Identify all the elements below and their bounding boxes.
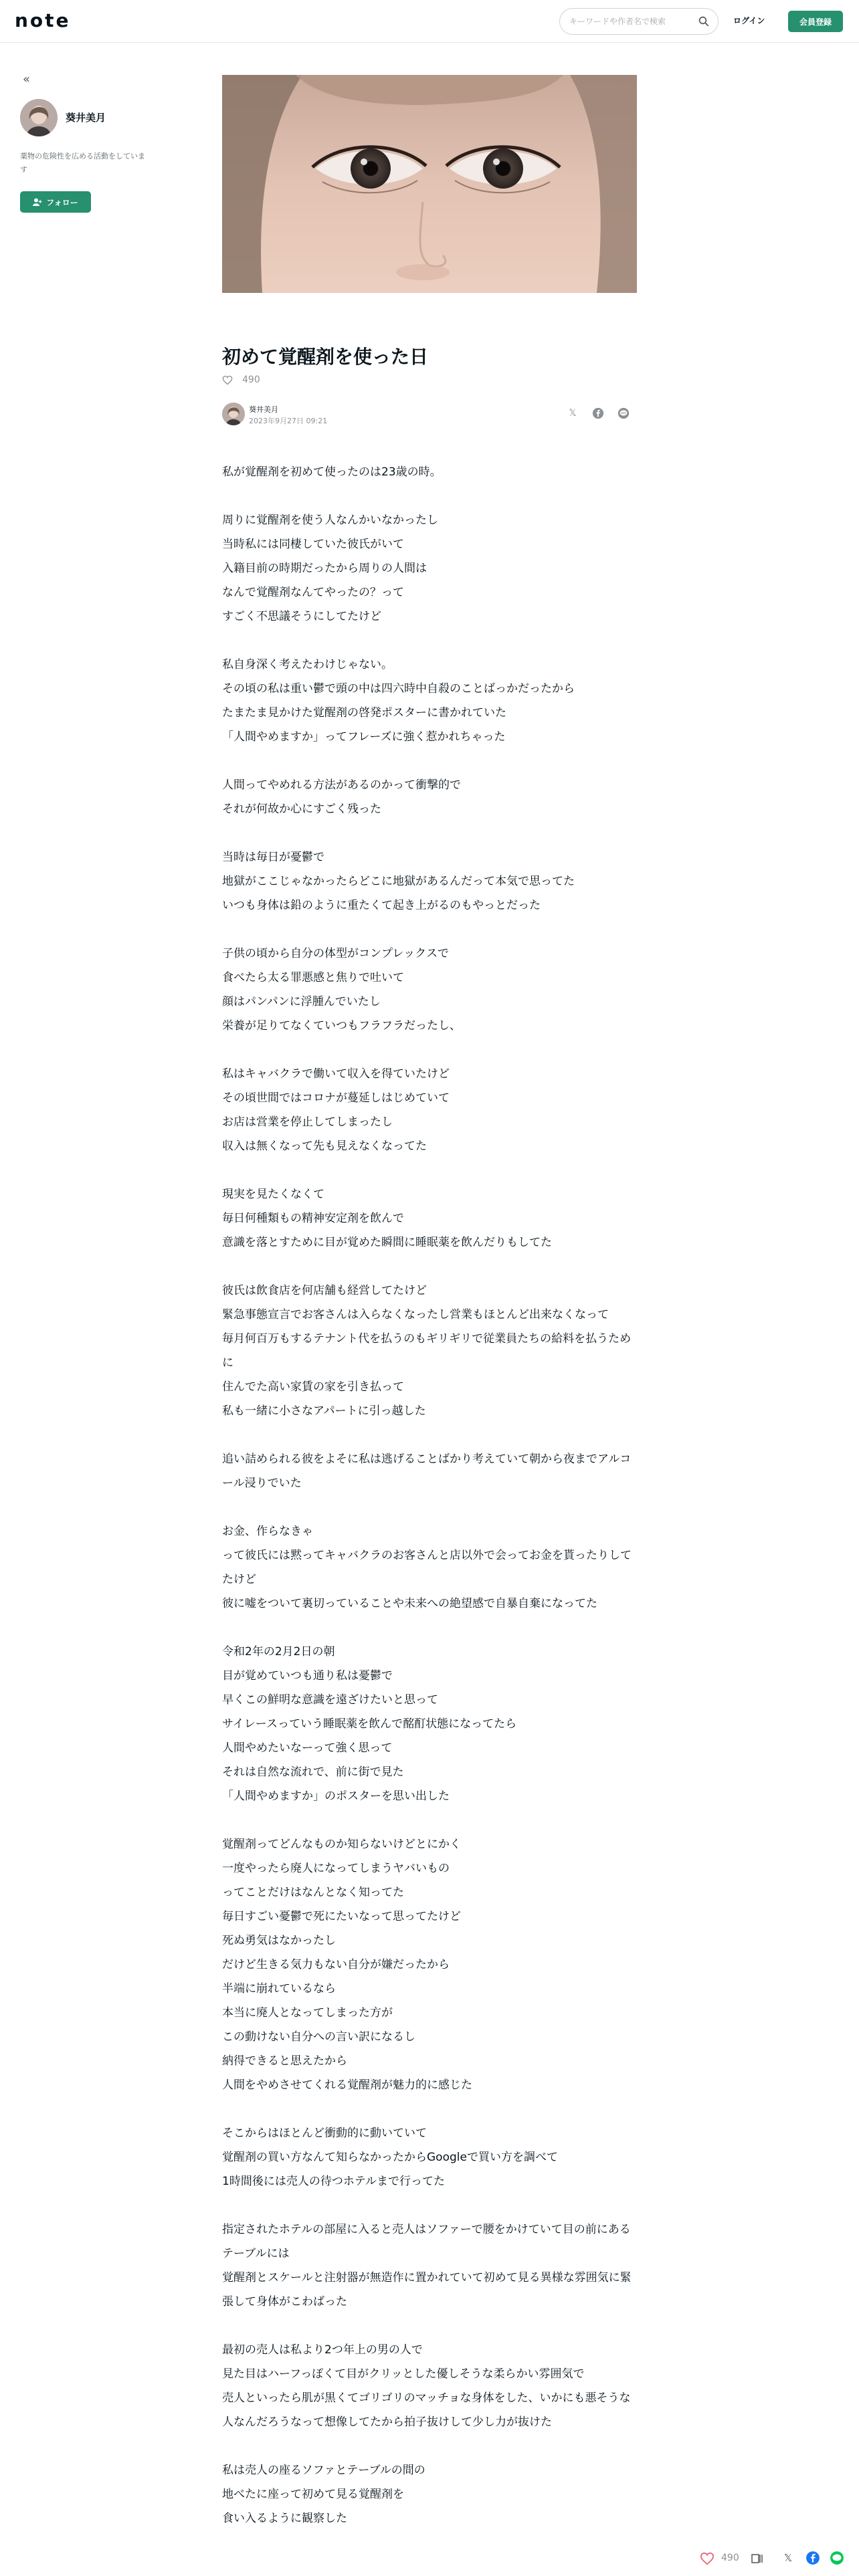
paragraph-line: 毎日何種類もの精神安定剤を飲んで xyxy=(222,1212,404,1225)
login-link[interactable]: ログイン xyxy=(733,16,765,25)
paragraph-line: 周りに覚醒剤を使う人なんかいなかったし xyxy=(222,514,438,527)
paragraph-line: 子供の頃から自分の体型がコンプレックスで xyxy=(222,947,449,960)
article-paragraph xyxy=(222,1279,637,1423)
paragraph-line: 「人間やめますか」ってフレーズに強く惹かれちゃった xyxy=(222,730,506,744)
paragraph-line: 最初の売人は私より2つ年上の男の人で xyxy=(222,2343,423,2357)
paragraph-line: だけど生きる気力もない自分が嫌だったから xyxy=(222,1958,450,1971)
collapse-sidebar-icon[interactable]: « xyxy=(23,72,31,86)
add-user-icon xyxy=(33,198,42,206)
x-share-icon[interactable]: 𝕏 xyxy=(784,2552,793,2564)
x-share-icon[interactable]: 𝕏 xyxy=(569,408,577,419)
creator-avatar[interactable] xyxy=(20,99,58,136)
publish-date: 2023年9月27日 09:21 xyxy=(249,417,328,425)
paragraph-line: 令和2年の2月2日の朝 xyxy=(222,1645,335,1658)
paragraph-line: その頃の私は重い鬱で頭の中は四六時中自殺のことばっかだったから xyxy=(222,682,575,695)
signup-button[interactable]: 会員登録 xyxy=(788,11,843,32)
paragraph-line: 覚醒剤ってどんなものか知らないけどとにかく xyxy=(222,1838,461,1851)
article-likes xyxy=(222,374,260,385)
paragraph-line: その頃世間ではコロナが蔓延しはじめていて xyxy=(222,1091,450,1105)
paragraph-line: 早くこの鮮明な意識を遠ざけたいと思って xyxy=(222,1693,438,1707)
paragraph-line: 一度やったら廃人になってしまうヤバいもの xyxy=(222,1862,450,1875)
article-paragraph xyxy=(222,2458,637,2531)
article-paragraph xyxy=(222,1832,637,2097)
heart-icon[interactable] xyxy=(222,375,233,385)
article-paragraph xyxy=(222,2338,637,2434)
paragraph-line: 私は売人の座るソファとテーブルの間の xyxy=(222,2464,425,2477)
paragraph-line: この動けない自分への言い訳になるし xyxy=(222,2030,415,2044)
author-avatar[interactable] xyxy=(222,403,245,425)
paragraph-line: 売人といったら肌が黒くてゴリゴリのマッチョな身体をした、いかにも悪そうな人なんだろうなって想像してたから拍子抜けして少し力が抜けた xyxy=(222,2391,631,2429)
paragraph-line: 私が覚醒剤を初めて使ったのは23歳の時。 xyxy=(222,465,442,479)
hero-image xyxy=(222,75,637,293)
paragraph-line: 収入は無くなって先も見えなくなってた xyxy=(222,1140,427,1153)
paragraph-line: 彼に嘘をついて裏切っていることや未来への絶望感で自暴自棄になってた xyxy=(222,1597,597,1610)
paragraph-line: 現実を見たくなくて xyxy=(222,1188,324,1201)
article-paragraph xyxy=(222,1519,637,1616)
paragraph-line: 覚醒剤の買い方なんて知らなかったからGoogleで買い方を調べて xyxy=(222,2151,558,2164)
paragraph-line: 人間をやめさせてくれる覚醒剤が魅力的に感じた xyxy=(222,2078,472,2092)
paragraph-line: 食い入るように観察した xyxy=(222,2512,347,2525)
paragraph-line: お店は営業を停止してしまったし xyxy=(222,1115,393,1129)
article-paragraph xyxy=(222,845,637,918)
article-body xyxy=(222,460,637,2576)
paragraph-line: 地獄がここじゃなかったらどこに地獄があるんだって本気で思ってた xyxy=(222,875,575,888)
paragraph-line: 意識を落とすために目が覚めた瞬間に睡眠薬を飲んだりもしてた xyxy=(222,1236,552,1249)
paragraph-line: なんで覚醒剤なんてやったの？って xyxy=(222,586,404,599)
paragraph-line: 指定されたホテルの部屋に入ると売人はソファーで腰をかけていて目の前にあるテーブルには xyxy=(222,2223,631,2260)
paragraph-line: 毎月何百万もするテナント代を払うのもギリギリで従業員たちの給料を払うために xyxy=(222,1332,632,1370)
paragraph-line: 私はキャバクラで働いて収入を得ていたけど xyxy=(222,1067,450,1081)
follow-button[interactable] xyxy=(20,191,91,213)
paragraph-line: サイレースっていう睡眠薬を飲んで酩酊状態になってたら xyxy=(222,1717,517,1731)
like-count[interactable]: 490 xyxy=(242,374,260,385)
paragraph-line: 私自身深く考えたわけじゃない。 xyxy=(222,658,393,671)
article-paragraph xyxy=(222,773,637,821)
paragraph-line: 入籍目前の時期だったから周りの人間は xyxy=(222,562,427,575)
author-row xyxy=(222,403,637,429)
paragraph-line: いつも身体は鉛のように重たくて起き上がるのもやっとだった xyxy=(222,899,541,912)
paragraph-line: すごく不思議そうにしてたけど xyxy=(222,610,381,623)
follow-label: フォロー xyxy=(46,197,78,207)
paragraph-line: 住んでた高い家賃の家を引き払って xyxy=(222,1380,404,1394)
search-input[interactable] xyxy=(569,15,696,28)
magazine-add-icon[interactable] xyxy=(751,2552,764,2565)
creator-bio: 薬物の危険性を広める活動をしています xyxy=(20,152,145,174)
search-box[interactable] xyxy=(559,8,719,35)
paragraph-line: 1時間後には売人の待つホテルまで行ってた xyxy=(222,2175,445,2188)
paragraph-line: 目が覚めていつも通り私は憂鬱で xyxy=(222,1669,393,1683)
author-name[interactable]: 葵井美月 xyxy=(249,405,278,414)
paragraph-line: 彼氏は飲食店を何店舗も経営してたけど xyxy=(222,1284,427,1297)
paragraph-line: 半端に崩れているなら xyxy=(222,1982,336,1996)
paragraph-line: 栄養が足りてなくていつもフラフラだったし、 xyxy=(222,1019,461,1033)
article-paragraph xyxy=(222,942,637,1038)
paragraph-line: 追い詰められる彼をよそに私は逃げることばかり考えていて朝から夜までアルコール浸りでいた xyxy=(222,1453,632,1490)
paragraph-line: たまたま見かけた覚醒剤の啓発ポスターに書かれていた xyxy=(222,706,506,720)
line-share-icon[interactable] xyxy=(617,407,630,420)
paragraph-line: ってことだけはなんとなく知ってた xyxy=(222,1886,404,1899)
note-logo[interactable]: note xyxy=(15,9,71,31)
floating-like-count[interactable]: 490 xyxy=(721,2553,739,2563)
share-buttons xyxy=(566,407,630,420)
paragraph-line: 死ぬ勇気はなかったし xyxy=(222,1934,336,1947)
paragraph-line: 見た目はハーフっぽくて目がクリッとした優しそうな柔らかい雰囲気で xyxy=(222,2367,585,2381)
article-paragraph xyxy=(222,653,637,749)
article-paragraph xyxy=(222,2121,637,2193)
search-icon[interactable] xyxy=(698,15,710,27)
article-paragraph xyxy=(222,460,637,484)
paragraph-line: って彼氏には黙ってキャバクラのお客さんと店以外で会ってお金を貰ったりしてたけど xyxy=(222,1549,632,1586)
floating-action-bar xyxy=(0,2541,859,2576)
site-header xyxy=(0,0,859,43)
paragraph-line: 人間ってやめれる方法があるのかって衝撃的で xyxy=(222,778,461,792)
paragraph-line: 本当に廃人となってしまった方が xyxy=(222,2006,393,2020)
article-paragraph xyxy=(222,508,637,629)
article-paragraph xyxy=(222,1640,637,1808)
facebook-share-icon[interactable] xyxy=(805,2551,820,2565)
paragraph-line: お金、作らなきゃ xyxy=(222,1525,313,1538)
paragraph-line: 当時は毎日が憂鬱で xyxy=(222,851,324,864)
paragraph-line: 食べたら太る罪悪感と焦りで吐いて xyxy=(222,971,404,984)
article-paragraph xyxy=(222,1062,637,1158)
article-title: 初めて覚醒剤を使った日 xyxy=(222,346,429,368)
article-paragraph xyxy=(222,1447,637,1495)
paragraph-line: 毎日すごい憂鬱で死にたいなって思ってたけど xyxy=(222,1910,461,1923)
paragraph-line: 緊急事態宣言でお客さんは入らなくなったし営業もほとんど出来なくなって xyxy=(222,1308,609,1321)
paragraph-line: 納得できると思えたから xyxy=(222,2054,347,2068)
paragraph-line: それは自然な流れで、前に街で見た xyxy=(222,1765,404,1779)
line-share-icon[interactable] xyxy=(830,2551,844,2565)
article-paragraph xyxy=(222,1182,637,1255)
paragraph-line: 「人間やめますか」のポスターを思い出した xyxy=(222,1790,450,1803)
paragraph-line: 地べたに座って初めて見る覚醒剤を xyxy=(222,2488,404,2501)
paragraph-line: 顔はパンパンに浮腫んでいたし xyxy=(222,995,381,1008)
paragraph-line: そこからはほとんど衝動的に動いていて xyxy=(222,2127,427,2140)
article-paragraph xyxy=(222,2218,637,2314)
paragraph-line: 私も一緒に小さなアパートに引っ越した xyxy=(222,1404,426,1418)
paragraph-line: 覚醒剤とスケールと注射器が無造作に置かれていて初めて見る異様な雰囲気に緊張して身体がこわばった xyxy=(222,2271,632,2309)
paragraph-line: 当時私には同棲していた彼氏がいて xyxy=(222,538,404,551)
facebook-share-icon[interactable] xyxy=(591,407,605,420)
paragraph-line: 人間やめたいなーって強く思って xyxy=(222,1741,393,1755)
creator-name[interactable]: 葵井美月 xyxy=(66,112,106,124)
paragraph-line: それが何故か心にすごく残った xyxy=(222,802,381,816)
heart-icon[interactable] xyxy=(700,2552,714,2565)
